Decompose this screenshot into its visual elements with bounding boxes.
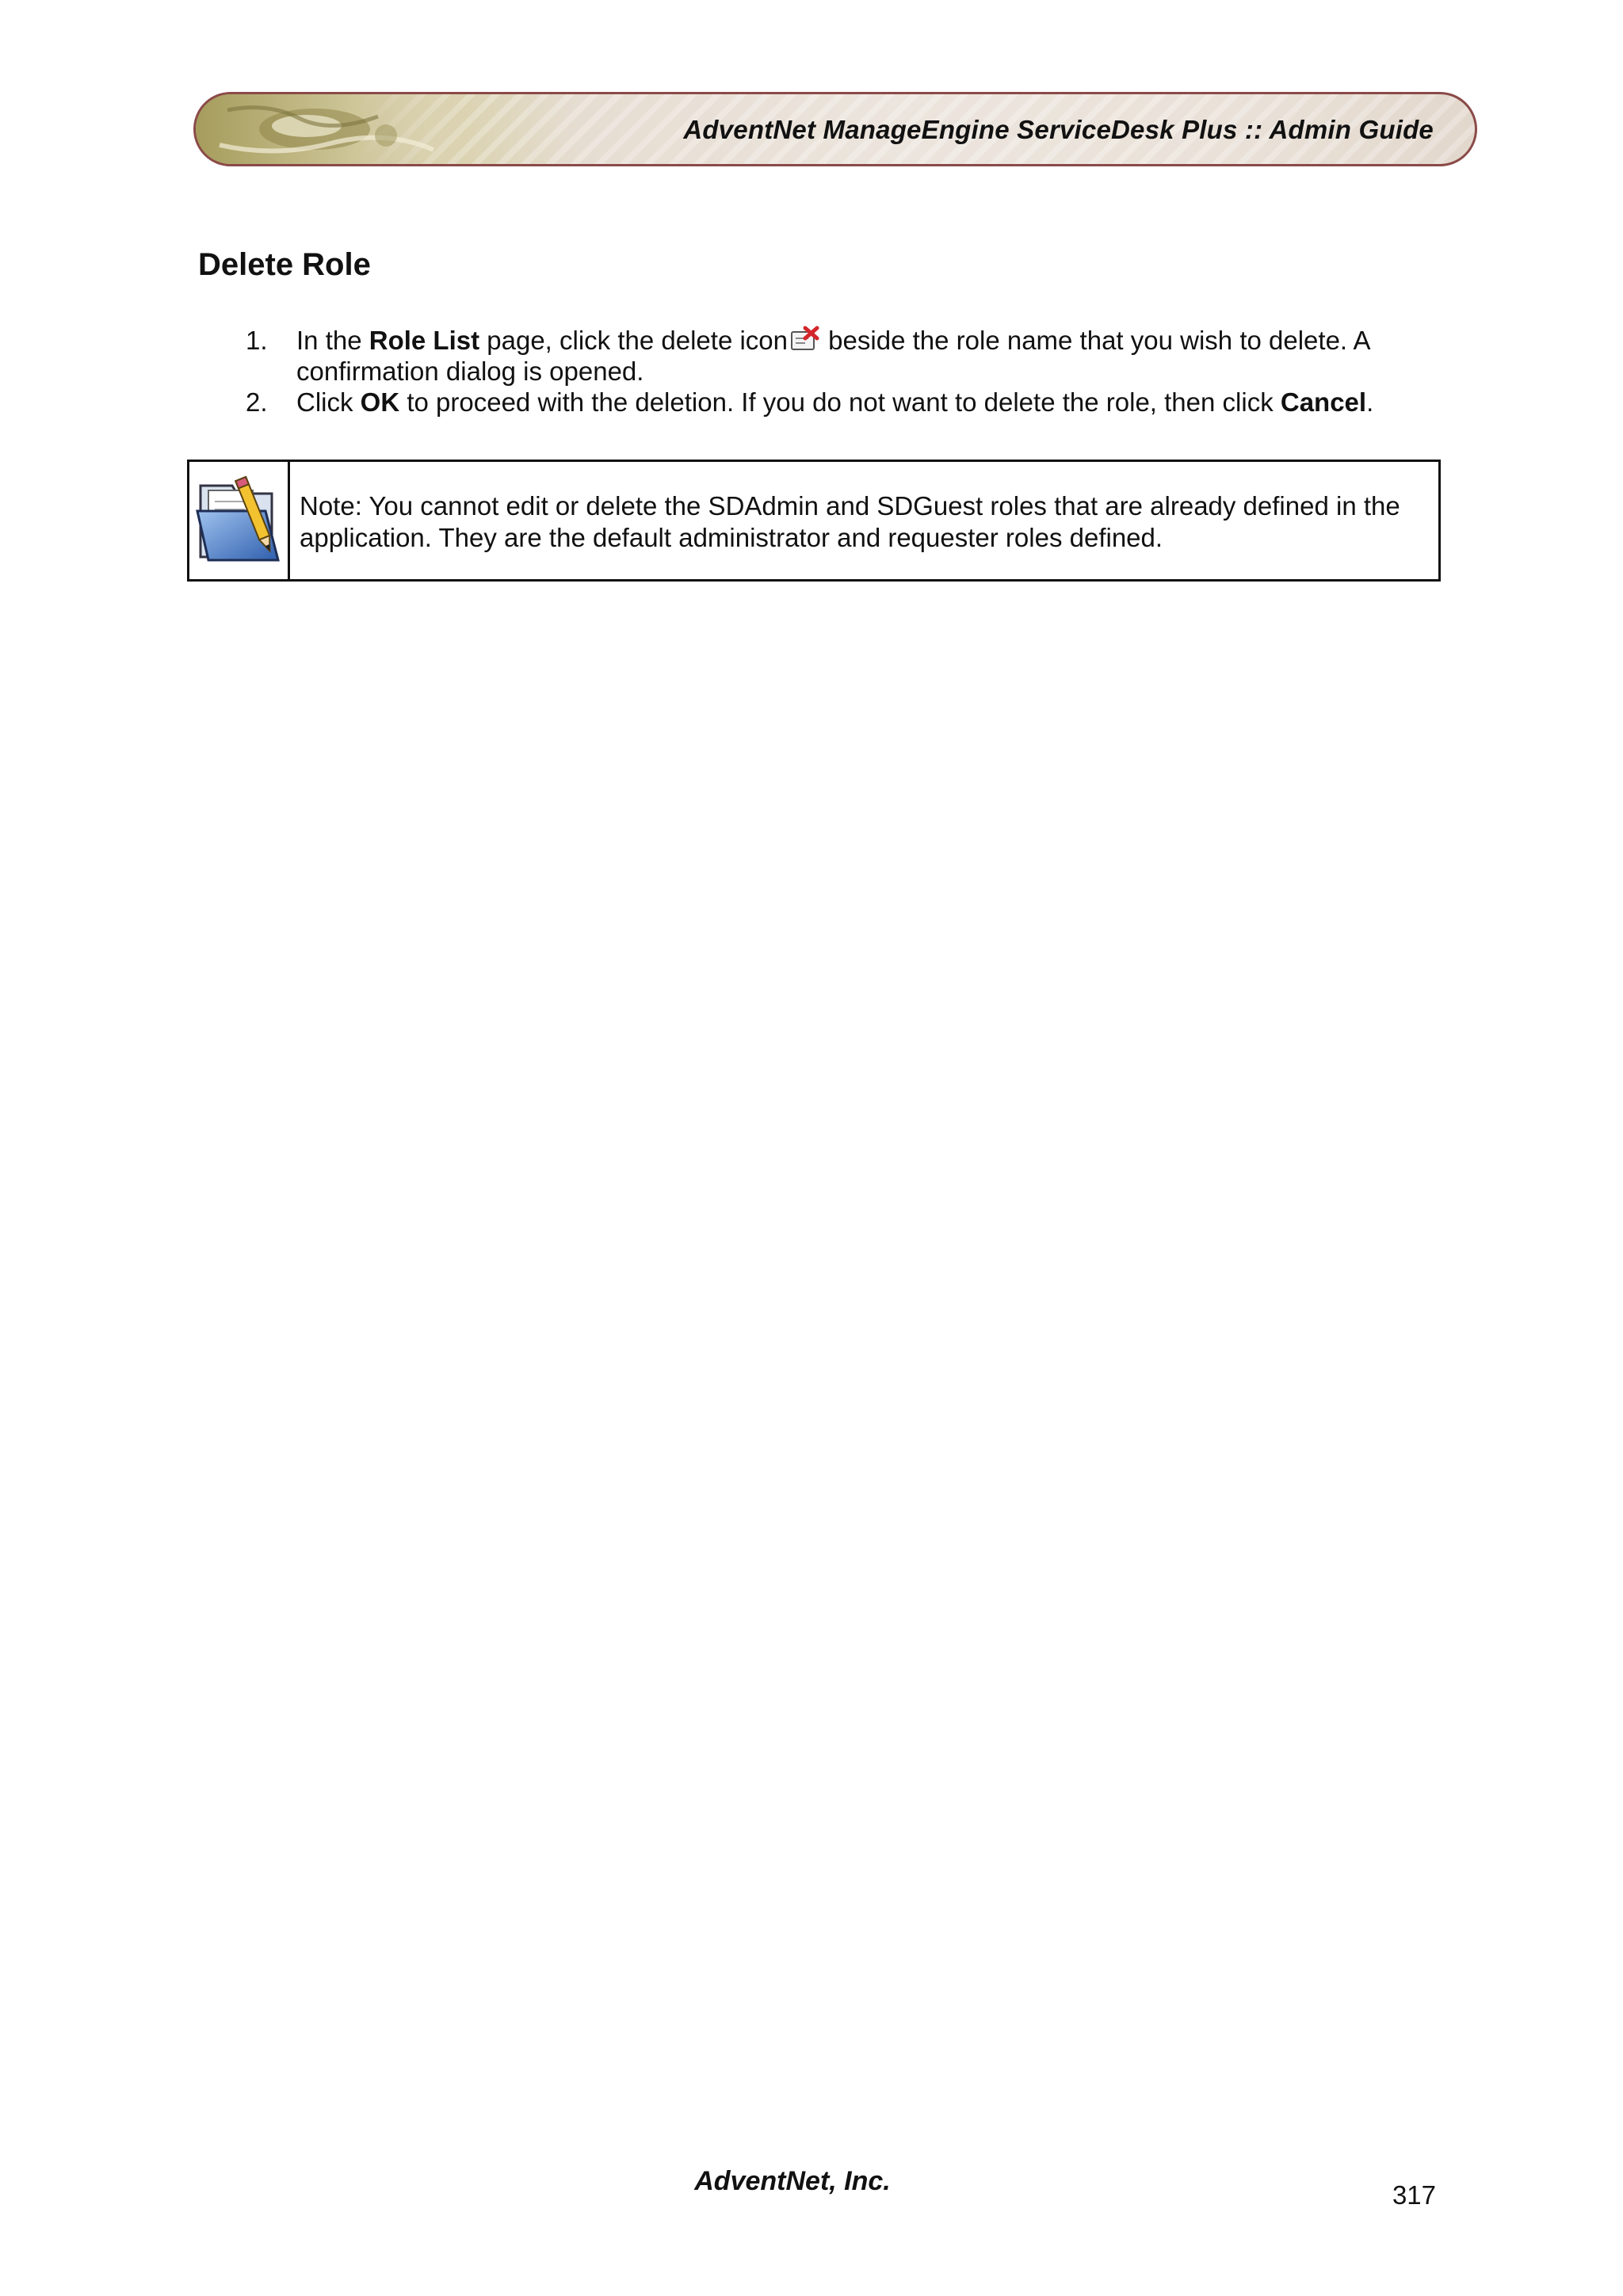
- page-number: 317: [1392, 2180, 1436, 2210]
- step-bold-text: OK: [360, 387, 400, 417]
- banner-artwork-icon: [196, 94, 465, 164]
- step-text: .: [1366, 387, 1374, 417]
- steps-list: [246, 325, 1466, 418]
- note-box: [187, 460, 1441, 582]
- list-item: [246, 325, 1466, 387]
- page-title: Delete Role: [198, 247, 371, 282]
- footer-company: AdventNet, Inc.: [694, 2166, 891, 2196]
- header-title: AdventNet ManageEngine ServiceDesk Plus :: Admin Guide: [683, 115, 1434, 144]
- note-icon-cell: [189, 462, 290, 579]
- step-text: In the: [296, 326, 369, 355]
- header-banner: [193, 92, 1477, 166]
- step-text: beside the role name that you wish to delete. A confirmation dialog is opened.: [296, 326, 1369, 386]
- list-item: [246, 387, 1466, 418]
- note-text: Note: You cannot edit or delete the SDAdmin and SDGuest roles that are already defined in the application. They are the default administrator and requester roles defined.: [300, 491, 1400, 552]
- step-number: 1.: [246, 326, 268, 355]
- step-number: 2.: [246, 387, 268, 417]
- note-pencil-folder-icon: [189, 471, 288, 570]
- step-text: page, click the delete icon: [479, 326, 789, 355]
- step-bold-text: Role List: [369, 326, 480, 355]
- step-bold-text: Cancel: [1280, 387, 1367, 417]
- step-text: to proceed with the deletion. If you do not want to delete the role, then click: [399, 387, 1281, 417]
- step-text: Click: [296, 387, 361, 417]
- delete-icon: [789, 326, 819, 353]
